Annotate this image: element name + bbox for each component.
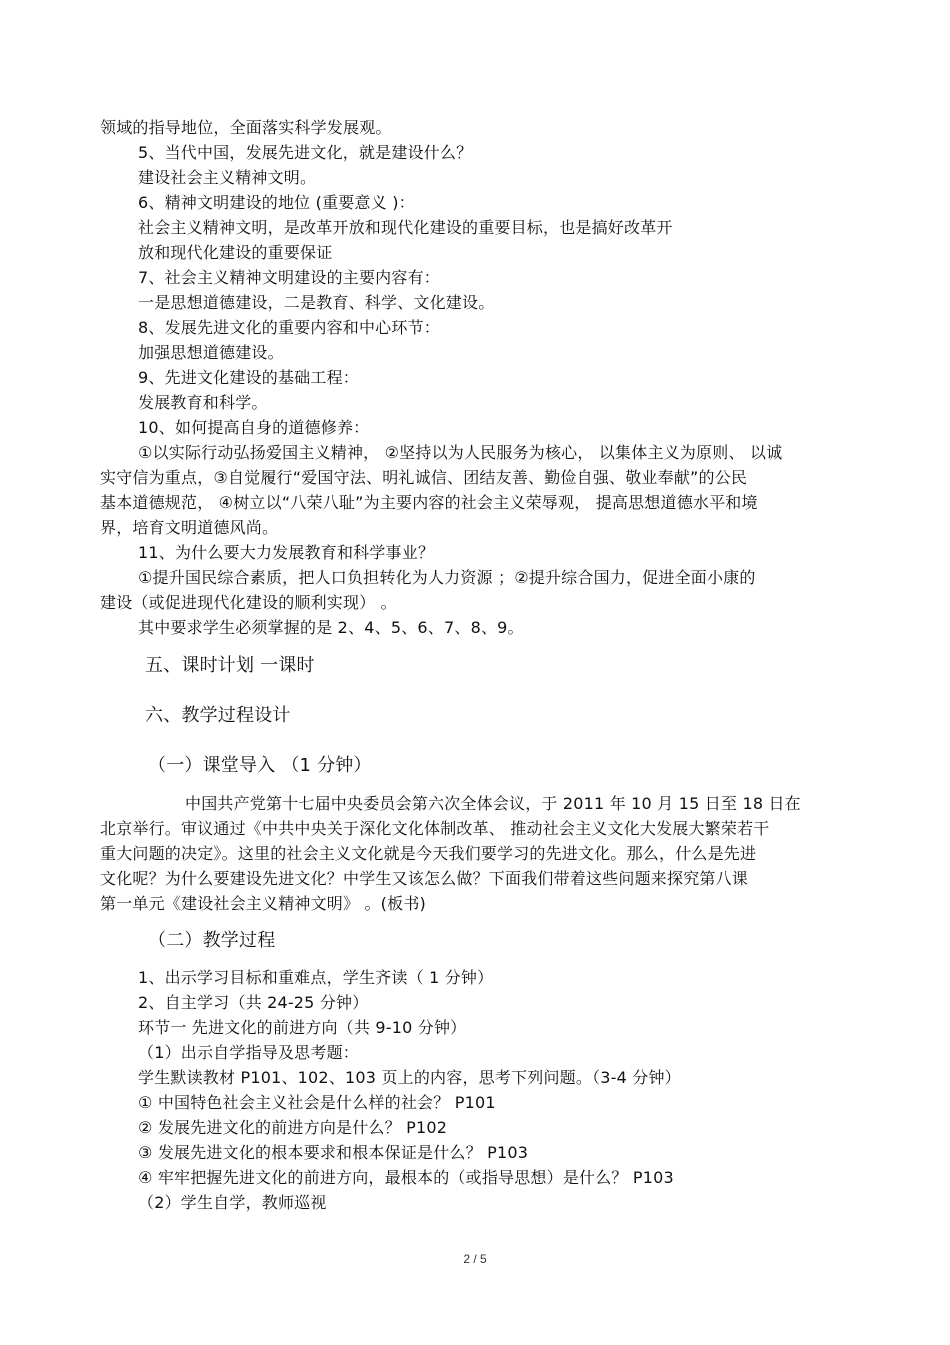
subsection-heading: （二）教学过程 bbox=[148, 930, 276, 951]
section-heading: 六、教学过程设计 bbox=[145, 705, 291, 726]
text-line: 重大问题的决定》。这里的社会主义文化就是今天我们要学习的先进文化。那么，什么是先进 bbox=[100, 844, 757, 863]
text-line: 界，培育文明道德风尚。 bbox=[100, 518, 279, 537]
text-line: 建设（或促进现代化建设的顺利实现） 。 bbox=[100, 593, 397, 612]
text-line: ② 发展先进文化的前进方向是什么？ P102 bbox=[138, 1118, 448, 1137]
text-line: ④ 牢牢把握先进文化的前进方向，最根本的（或指导思想）是什么？ P103 bbox=[138, 1168, 674, 1187]
text-line: 2、自主学习（共 24-25 分钟） bbox=[138, 993, 369, 1012]
text-line: 9、先进文化建设的基础工程： bbox=[138, 368, 359, 387]
text-line: 其中要求学生必须掌握的是 2、4、5、6、7、8、9。 bbox=[138, 618, 524, 637]
subsection-heading: （一）课堂导入 （1 分钟） bbox=[148, 755, 372, 776]
text-line: 1、出示学习目标和重难点，学生齐读（ 1 分钟） bbox=[138, 968, 494, 987]
text-line: 实守信为重点，③自觉履行“爱国守法、明礼诚信、团结友善、勤俭自强、敬业奉献”的公民 bbox=[100, 468, 748, 487]
text-line: （1）出示自学指导及思考题： bbox=[138, 1043, 359, 1062]
text-line: ① 中国特色社会主义社会是什么样的社会？ P101 bbox=[138, 1093, 496, 1112]
text-line: 11、为什么要大力发展教育和科学事业？ bbox=[138, 543, 435, 562]
text-line: （2）学生自学，教师巡视 bbox=[138, 1193, 327, 1212]
text-line: 5、当代中国，发展先进文化，就是建设什么？ bbox=[138, 143, 473, 162]
section-heading: 五、课时计划 一课时 bbox=[145, 655, 315, 676]
text-line: 社会主义精神文明，是改革开放和现代化建设的重要目标，也是搞好改革开 bbox=[138, 218, 673, 237]
text-line: ③ 发展先进文化的根本要求和根本保证是什么？ P103 bbox=[138, 1143, 529, 1162]
text-line: ①以实际行动弘扬爱国主义精神， ②坚持以为人民服务为核心， 以集体主义为原则、 以诚 bbox=[138, 443, 783, 462]
text-line: 7、社会主义精神文明建设的主要内容有： bbox=[138, 268, 440, 287]
text-line: 建设社会主义精神文明。 bbox=[138, 168, 317, 187]
text-line: 中国共产党第十七届中央委员会第六次全体会议，于 2011 年 10 月 15 日至 18 日在 bbox=[185, 794, 801, 813]
text-line: 第一单元《建设社会主义精神文明》 。(板书) bbox=[100, 894, 426, 913]
text-line: 文化呢？为什么要建设先进文化？中学生又该怎么做？下面我们带着这些问题来探究第八课 bbox=[100, 869, 749, 888]
text-line: 放和现代化建设的重要保证 bbox=[138, 243, 333, 262]
text-line: 加强思想道德建设。 bbox=[138, 343, 284, 362]
text-line: 8、发展先进文化的重要内容和中心环节： bbox=[138, 318, 440, 337]
text-line: 6、精神文明建设的地位 (重要意义 )： bbox=[138, 193, 415, 212]
text-line: 发展教育和科学。 bbox=[138, 393, 268, 412]
text-line: 北京举行。审议通过《中共中央关于深化文化体制改革、 推动社会主义文化大发展大繁荣若干 bbox=[100, 819, 770, 838]
text-line: 基本道德规范， ④树立以“八荣八耻”为主要内容的社会主义荣辱观， 提高思想道德水平和境 bbox=[100, 493, 758, 512]
text-line: ①提升国民综合素质，把人口负担转化为人力资源 ；②提升综合国力，促进全面小康的 bbox=[138, 568, 756, 587]
text-line: 环节一 先进文化的前进方向（共 9-10 分钟） bbox=[138, 1018, 467, 1037]
text-line: 10、如何提高自身的道德修养： bbox=[138, 418, 370, 437]
page-number: 2 / 5 bbox=[463, 1252, 487, 1266]
text-line: 学生默读教材 P101、102、103 页上的内容，思考下列问题。（3-4 分钟） bbox=[138, 1068, 681, 1087]
text-line: 一是思想道德建设，二是教育、科学、文化建设。 bbox=[138, 293, 495, 312]
text-line: 领域的指导地位，全面落实科学发展观。 bbox=[100, 118, 392, 137]
